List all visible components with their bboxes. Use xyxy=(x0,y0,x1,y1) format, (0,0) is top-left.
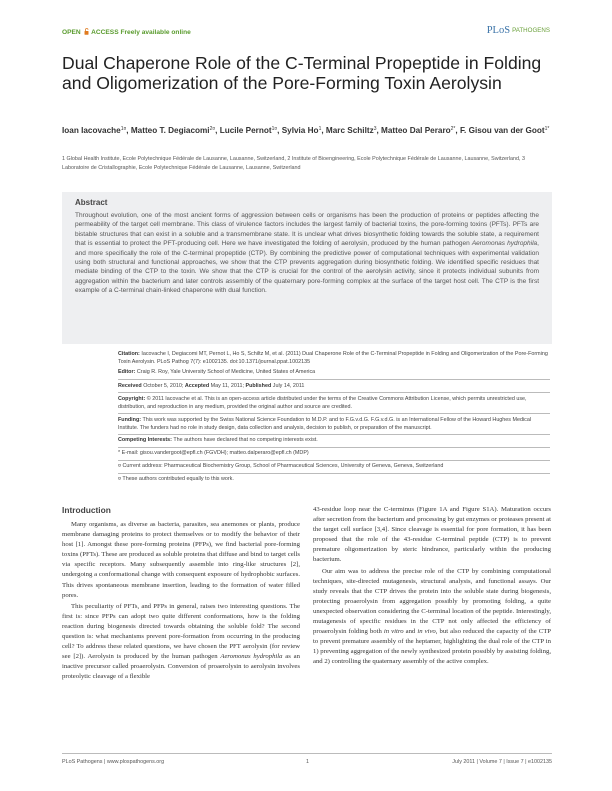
abstract-heading: Abstract xyxy=(75,198,108,207)
journal-header xyxy=(62,25,550,42)
footer-journal: PLoS Pathogens | www.plospathogens.org xyxy=(62,759,165,765)
abstract-box xyxy=(62,192,552,344)
body-column-left xyxy=(62,520,300,684)
access-label: ACCESS xyxy=(91,29,119,36)
author: F. Gisou van der Goot$^{1*}$ xyxy=(459,126,550,135)
body-column-right xyxy=(313,505,551,669)
author-list: Ioan Iacovache$^{1¤}$, Matteo T. Degiacomi$^{2¤}$, Lucile Pernot$^{1¤}$, Sylvia Ho$^1$, Marc Schiltz$^3$, Matteo Dal Peraro$^{2*}$, F. Gisou van der Goot$^{1*}$ xyxy=(62,126,550,135)
current-address: ¤ Current address: Pharmaceutical Biochemistry Group, School of Pharmaceutical Sciences, University of Geneva, Geneva, Switzerland xyxy=(118,463,444,469)
citation: Citation: Iacovache I, Degiacomi MT, Pernot L, Ho S, Schiltz M, et al. (2011) Dual Chaperone Role of the C-Terminal Propeptide in Folding and Oligomerization of the Pore-Forming Toxin Aerolysin. PLoS Pathog 7(7): e1002135. doi:10.1371/journal.ppat.1002135 xyxy=(118,351,548,365)
page-footer xyxy=(62,753,552,767)
copyright: Copyright: © 2011 Iacovache et al. This is an open-access article distributed under the terms of the Creative Commons Attribution License, which permits unrestricted use, distribution, and reproduction in any medium, provided the original author and source are credited. xyxy=(118,396,527,410)
author: Marc Schiltz$^3$ xyxy=(325,126,377,135)
divider xyxy=(118,379,550,380)
paragraph: Many organisms, as diverse as bacteria, parasites, sea anemones or plants, produce membrane damaging proteins to protect themselves or to modify the behavior of their host [1]. Amongst these pore-forming proteins (PFPs), we find bacterial pore-forming toxins (PFTs). These are produced as soluble proteins that diffuse and bind to target cells via specific receptors. Many subsequently assemble into ring-like structures [2], undergoing a conformational change with consequent exposure of hydrophobic surfaces. This drives spontaneous membrane insertion, leading to the formation of water filled pores. xyxy=(62,521,300,599)
funding: Funding: This work was supported by the Swiss National Science Foundation to M.D.P. and to F.G.v.d.G. F.G.v.d.G. is an International Fellow of the Howard Hughes Medical Institute. The funders had no role in study design, data collection and analysis, decision to publish, or preparation of the manuscript. xyxy=(118,417,532,431)
paragraph: 43-residue loop near the C-terminus (Figure 1A and Figure S1A). Maturation occurs after secretion from the bacterium and processing by gut enzymes or proteases present at the target cell surface [3,4]. Since cleavage is essential for pore formation, it has been proposed that the role of the 43-residue C-terminal peptide (CTP) is to prevent premature oligomerization by steric hindrance, particularly within the producing bacterium. xyxy=(313,506,551,564)
logo-sub: PATHOGENS xyxy=(512,27,550,34)
corresponding-email: * E-mail: gisou.vandergoot@epfl.ch (FGVDH); matteo.dalperaro@epfl.ch (MDP) xyxy=(118,450,309,456)
author: Matteo Dal Peraro$^{2*}$ xyxy=(381,126,456,135)
divider xyxy=(118,392,550,393)
divider xyxy=(118,473,550,474)
page-number: 1 xyxy=(306,759,309,765)
author: Ioan Iacovache$^{1¤}$ xyxy=(62,126,127,135)
open-label: OPEN xyxy=(62,29,81,36)
open-lock-icon xyxy=(84,28,89,35)
editor: Editor: Craig R. Roy, Yale University School of Medicine, United States of America xyxy=(118,369,316,375)
affiliations: 1 Global Health Institute, Ecole Polytechnique Fédérale de Lausanne, Lausanne, Switzerland, 2 Institute of Bioengineering, Ecole Polytechnique Fédérale de Lausanne, Lausanne, Switzerland, 3 Laboratoire de Cristallographie, Ecole Polytechnique Fédérale de Lausanne, Lausanne, Switzerland xyxy=(62,156,526,172)
divider xyxy=(118,413,550,414)
abstract-text: Throughout evolution, one of the most ancient forms of aggression between cells or organisms has been the production of proteins or peptides affecting the permeability of the target cell membrane. This class of virulence factors includes the largest family of bacterial toxins, the pore-forming toxins (PFTs). PFTs are bistable structures that can exist in a soluble and a transmembrane state. It is unclear what drives biosynthetic folding towards the soluble state, a requirement that is essential to protect the PFT-producing cell. Here we have investigated the folding of aerolysin, produced by the human pathogen Aeromonas hydrophila, and more specifically the role of the C-terminal propeptide (CTP). By combining the predictive power of computational techniques with experimental validation using both structural and functional approaches, we show that the CTP prevents aggregation during biosynthetic folding. We identified specific residues that mediate binding of the CTP to the toxin. We show that the CTP is crucial for the control of the aerolysin activity, since it protects individual subunits from aggregation within the bacterium and later controls assembly of the quaternary pore-forming complex at the surface of the target host cell. The CTP is the first example of a C-terminal chain-linked chaperone with dual function. xyxy=(75,212,539,295)
dates: Received October 5, 2010; Accepted May 11, 2011; Published July 14, 2011 xyxy=(118,383,305,389)
author: Matteo T. Degiacomi$^{2¤}$ xyxy=(130,126,216,135)
competing-interests: Competing Interests: The authors have declared that no competing interests exist. xyxy=(118,437,318,443)
equal-contribution: ¤ These authors contributed equally to this work. xyxy=(118,476,234,482)
footer-issue: July 2011 | Volume 7 | Issue 7 | e1002135 xyxy=(452,759,552,765)
divider xyxy=(118,434,550,435)
paragraph: Our aim was to address the precise role of the CTP by combining computational techniques, site-directed mutagenesis, structural analysis, and functional assays. Our study reveals that the CTP drives the protein into the soluble state during biogenesis, protecting proaerolysin from aggregation possibly by promoting folding, a quite unexpected observation considering the C-terminal location of the peptide. Interestingly, mutagenesis of specific residues in the CTP not only affected the efficiency of proaerolysin folding both in vitro and in vivo, but also reduced the capacity of the CTP to prevent premature assembly of the heptamer, highlighting the dual role of the CTP in 1) preventing aggregation of the newly synthesized protein possibly by assisting folding, and 2) controlling the quaternary assembly of the active complex. xyxy=(313,567,552,666)
author: Sylvia Ho$^1$ xyxy=(281,126,322,135)
author: Lucile Pernot$^{1¤}$ xyxy=(219,126,278,135)
introduction-heading: Introduction xyxy=(62,505,111,515)
divider xyxy=(118,447,550,448)
article-title: Dual Chaperone Role of the C-Terminal Propeptide in Folding and Oligomerization of the Pore-Forming Toxin Aerolysin xyxy=(62,53,542,93)
paragraph: This peculiarity of PFTs, and PFPs in general, raises two interesting questions. The first is: since PFPs can adopt two quite different conformations, how is the folding reaction during biogenesis directed towards obtaining the soluble fold? The second question is: what mechanisms prevent pore-formation from occurring in the producing cell? To address these related questions, we have chosen the PFT aerolysin (for review see [2]). Aerolysin is produced by the human pathogen Aeromonas hydrophila as an inactive precursor called proaerolysin. Conversion of proaerolysin to aerolysin involves proteolytic cleavage of a flexible xyxy=(62,602,300,681)
logo-main: PLoS xyxy=(486,25,511,36)
open-access-banner xyxy=(62,28,191,36)
freely-available-label: Freely available online xyxy=(120,29,191,36)
plos-pathogens-logo xyxy=(487,25,550,36)
divider xyxy=(118,460,550,461)
